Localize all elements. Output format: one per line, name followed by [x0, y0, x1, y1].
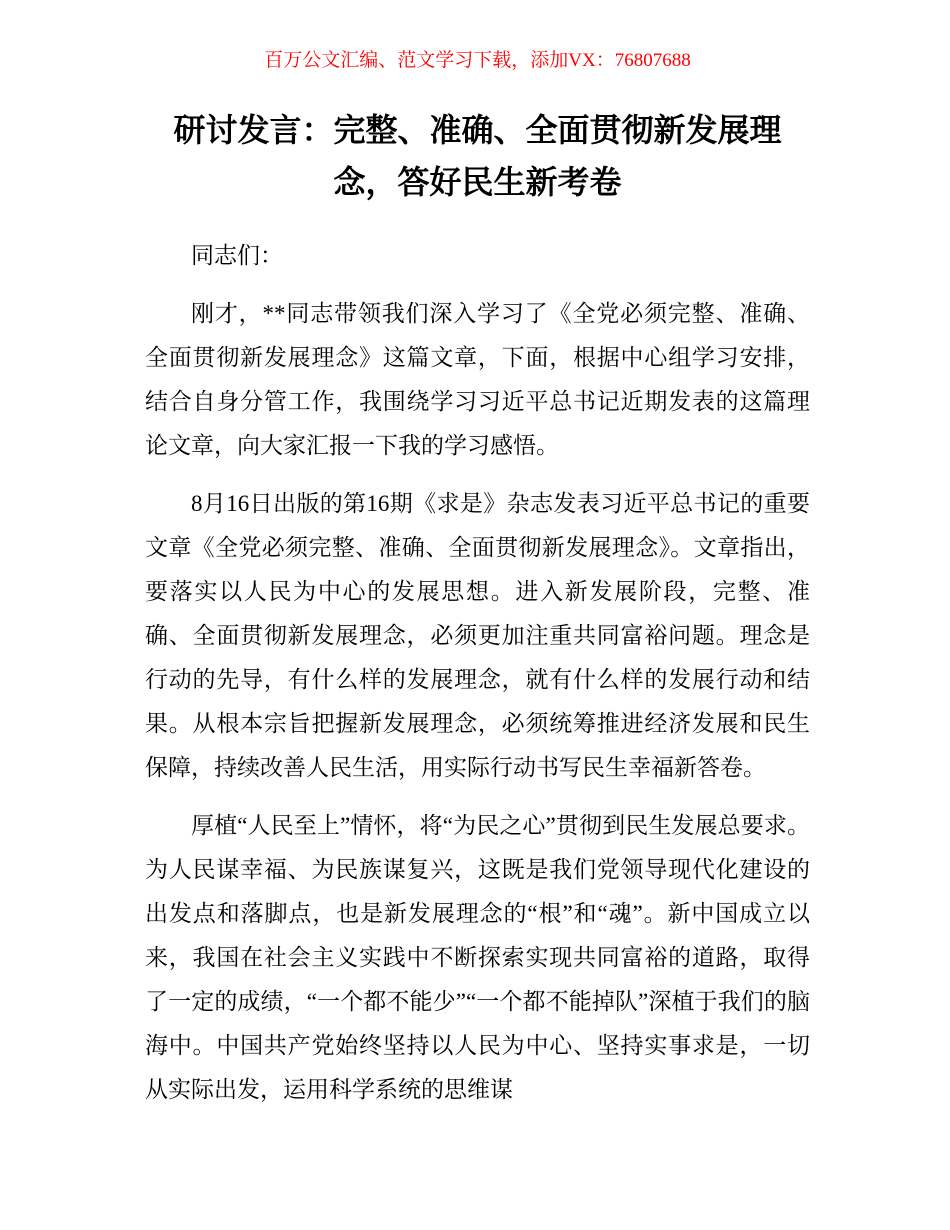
- promo-header-text: 百万公文汇编、范文学习下载，添加VX：76807688: [264, 50, 691, 71]
- paragraph-salutation: 同志们：: [191, 243, 283, 268]
- paragraph-article-summary: 8月16日出版的第16期《求是》杂志发表习近平总书记的重要文章《全党必须完整、准确、全面贯彻新发展理念》。文章指出，要落实以人民为中心的发展思想。进入新发展阶段，完整、准确、全面贯彻新发展理念，必须更加注重共同富裕问题。理念是行动的先导，有什么样的发展理念，就有什么样的发展行动和结果。从根本宗旨把握新发展理念，必须统筹推进经济发展和民生保障，持续改善人民生活，用实际行动书写民生幸福新答卷。: [145, 491, 810, 780]
- document-title: 研讨发言：完整、准确、全面贯彻新发展理念，答好民生新考卷: [173, 112, 782, 200]
- paragraph-intro: 刚才，**同志带领我们深入学习了《全党必须完整、准确、全面贯彻新发展理念》这篇文章，下面，根据中心组学习安排，结合自身分管工作，我围绕学习习近平总书记近期发表的这篇理论文章，向大家汇报一下我的学习感悟。: [145, 301, 810, 458]
- promo-header: [145, 48, 810, 74]
- paragraph-people-first: 厚植“人民至上”情怀，将“为民之心”贯彻到民生发展总要求。为人民谋幸福、为民族谋复兴，这既是我们党领导现代化建设的出发点和落脚点，也是新发展理念的“根”和“魂”。新中国成立以来，我国在社会主义实践中不断探索实现共同富裕的道路，取得了一定的成绩，“一个都不能少”“一个都不能掉队”深植于我们的脑海中。中国共产党始终坚持以人民为中心、坚持实事求是，一切从实际出发，运用科学系统的思维谋: [145, 813, 810, 1102]
